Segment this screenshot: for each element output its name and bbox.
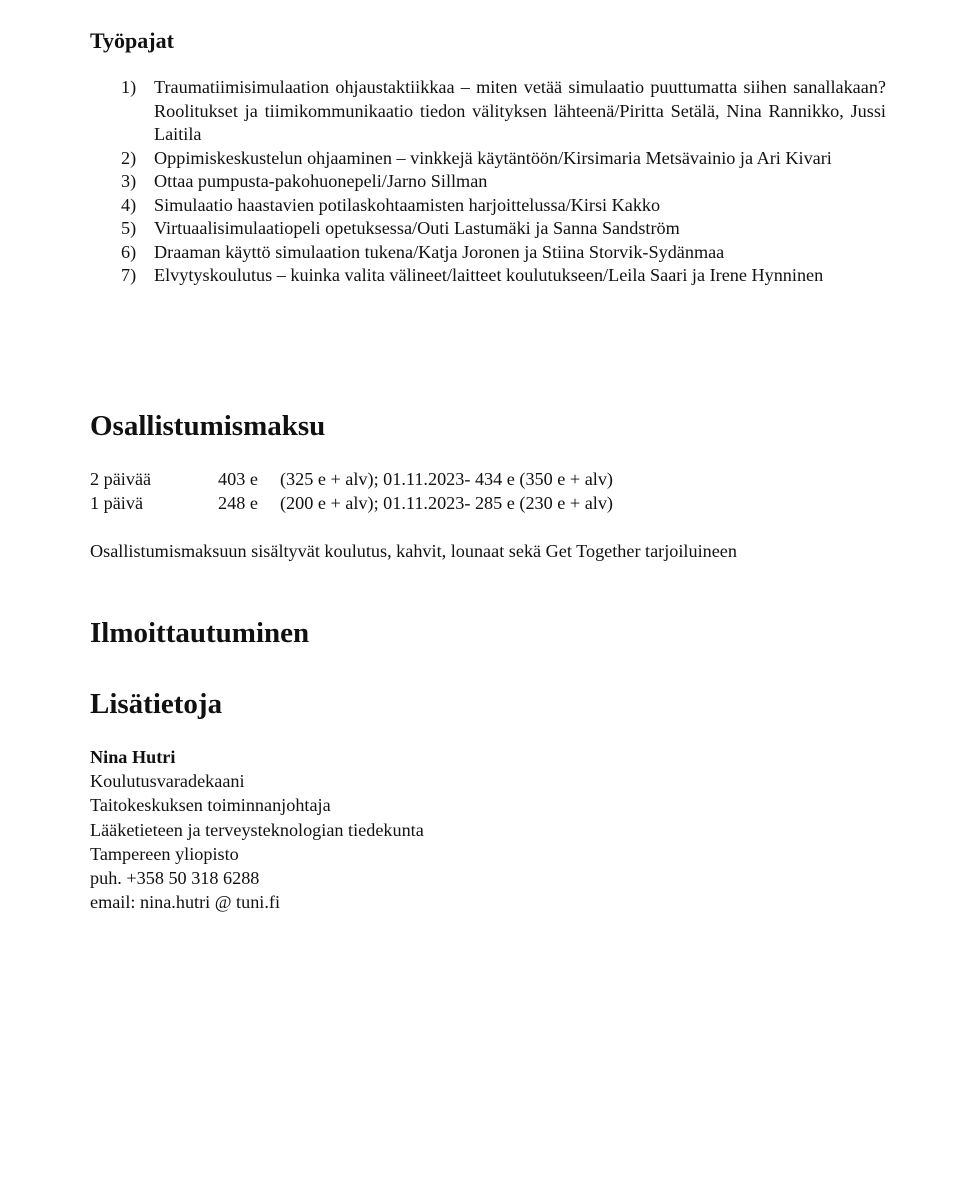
contact-role: Taitokeskuksen toiminnanjohtaja — [90, 795, 331, 816]
list-item-text: Traumatiimisimulaation ohjaustaktiikkaa – miten vetää simulaatio puuttumatta siihen sanallakaan? Roolitukset ja tiimikommunikaatio tiedon välityksen lähteenä/Piritta Setälä, Nina Rannikko, Jussi Laitila — [154, 77, 886, 144]
contact-title: Koulutusvaradekaani — [90, 771, 245, 792]
fee-days: 2 päivää — [90, 469, 152, 489]
list-item-number: 1) — [121, 77, 137, 97]
workshops-heading: Työpajat — [90, 28, 174, 53]
contact-name: Nina Hutri — [90, 747, 176, 767]
list-item — [90, 217, 886, 241]
fee-price: 248 e — [218, 493, 258, 513]
list-item-text: Elvytyskoulutus – kuinka valita välineet/laitteet koulutukseen/Leila Saari ja Irene Hynninen — [154, 265, 824, 285]
list-item — [90, 194, 886, 218]
contact-faculty: Lääketieteen ja terveysteknologian tiedekunta — [90, 819, 424, 840]
list-item — [90, 264, 886, 288]
list-item-number: 5) — [121, 218, 137, 238]
list-item-number: 3) — [121, 171, 137, 191]
contact-phone: puh. +358 50 318 6288 — [90, 868, 260, 889]
fee-days: 1 päivä — [90, 493, 144, 513]
workshop-list — [90, 76, 886, 288]
list-item-text: Draaman käyttö simulaation tukena/Katja Joronen ja Stiina Storvik-Sydänmaa — [154, 241, 725, 262]
list-item-number: 7) — [121, 265, 137, 285]
list-item — [90, 170, 886, 194]
list-item — [90, 147, 886, 171]
list-item-text: Virtuaalisimulaatiopeli opetuksessa/Outi Lastumäki ja Sanna Sandström — [154, 218, 680, 238]
list-item — [90, 241, 886, 265]
fee-detail: (200 e + alv); 01.11.2023- 285 e (230 e + alv) — [280, 493, 613, 513]
fee-price: 403 e — [218, 469, 258, 489]
list-item-text: Oppimiskeskustelun ohjaaminen – vinkkejä käytäntöön/Kirsimaria Metsävainio ja Ari Kivari — [154, 147, 832, 168]
fee-detail: (325 e + alv); 01.11.2023- 434 e (350 e + alv) — [280, 469, 613, 489]
contact-email: email: nina.hutri @ tuni.fi — [90, 892, 281, 913]
registration-heading: Ilmoittautuminen — [90, 617, 310, 649]
contact-block — [90, 745, 424, 914]
list-item-text: Simulaatio haastavien potilaskohtaamisten harjoittelussa/Kirsi Kakko — [154, 194, 661, 215]
list-item-text: Ottaa pumpusta-pakohuonepeli/Jarno Sillman — [154, 171, 488, 191]
info-heading: Lisätietoja — [90, 688, 223, 720]
list-item-number: 6) — [121, 241, 137, 262]
list-item — [90, 76, 886, 147]
list-item-number: 2) — [121, 147, 137, 168]
contact-university: Tampereen yliopisto — [90, 843, 239, 864]
fee-heading: Osallistumismaksu — [90, 410, 326, 442]
list-item-number: 4) — [121, 194, 137, 215]
fee-note: Osallistumismaksuun sisältyvät koulutus, kahvit, lounaat sekä Get Together tarjoiluineen — [90, 541, 737, 561]
